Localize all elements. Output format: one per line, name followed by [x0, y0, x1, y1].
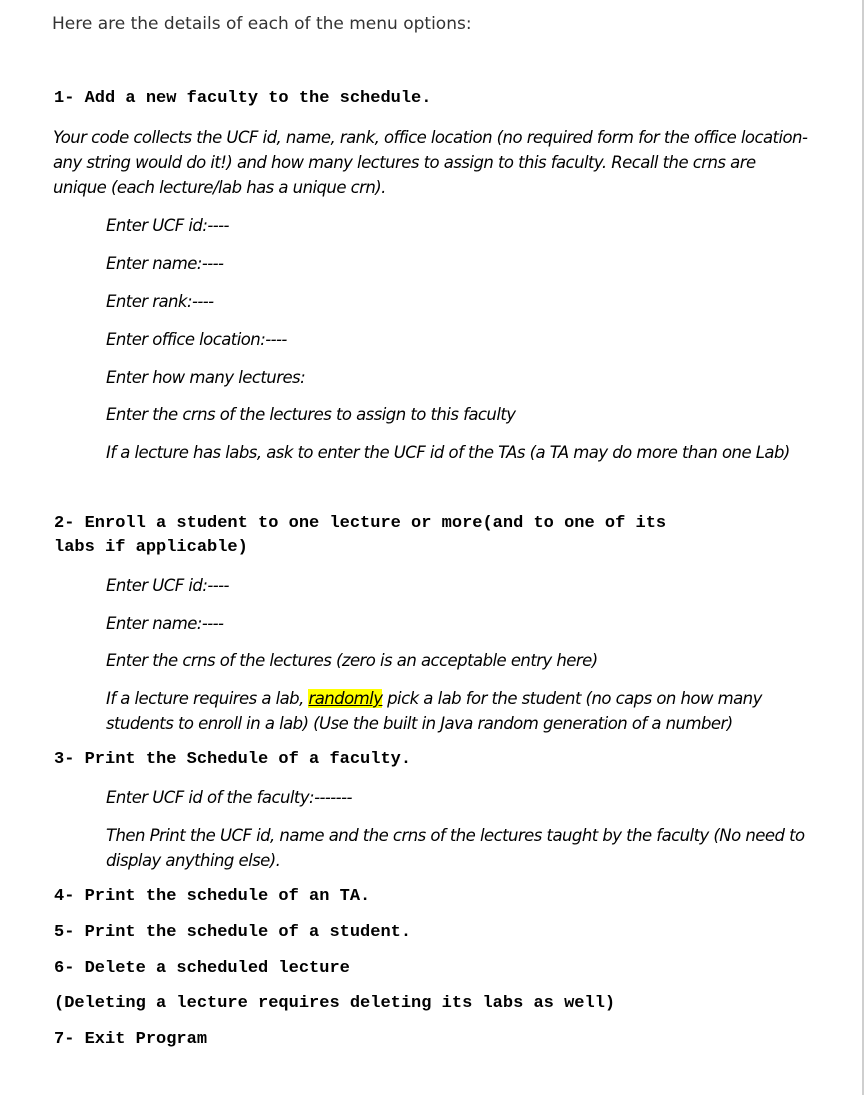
prompt-name: Enter name:----	[106, 254, 224, 273]
menu-option-1-heading: 1- Add a new faculty to the schedule.	[54, 89, 432, 108]
prompt-office-location: Enter office location:----	[106, 330, 287, 349]
menu-option-6-heading: 6- Delete a scheduled lecture	[54, 959, 350, 978]
intro-text: Here are the details of each of the menu options:	[52, 14, 472, 34]
prompt-lecture-count: Enter how many lectures:	[106, 368, 306, 387]
lab-assignment-note	[106, 686, 826, 736]
lab-note-after: pick a lab for the student (no caps on how many students to enroll in a lab) (Use the built in Java random generation of a number)	[106, 689, 762, 733]
prompt-ta-ids: If a lecture has labs, ask to enter the UCF id of the TAs (a TA may do more than one Lab)	[106, 443, 790, 462]
menu-option-4-heading: 4- Print the schedule of an TA.	[54, 887, 371, 906]
menu-option-7-heading: 7- Exit Program	[54, 1030, 208, 1049]
student-prompt-ucf-id: Enter UCF id:----	[106, 576, 229, 595]
faculty-prompt-ucf-id: Enter UCF id of the faculty:-------	[106, 788, 352, 807]
faculty-print-note: Then Print the UCF id, name and the crns of the lectures taught by the faculty (No need to display anything else).	[106, 826, 805, 870]
menu-option-2-heading-line1: 2- Enroll a student to one lecture or more(and to one of its	[54, 514, 667, 533]
student-prompt-name: Enter name:----	[106, 614, 224, 633]
menu-option-3-heading: 3- Print the Schedule of a faculty.	[54, 750, 412, 769]
menu-option-5-heading: 5- Print the schedule of a student.	[54, 923, 412, 942]
prompt-rank: Enter rank:----	[106, 292, 214, 311]
highlighted-word: randomly	[308, 689, 383, 708]
student-prompt-crns: Enter the crns of the lectures (zero is an acceptable entry here)	[106, 651, 598, 670]
menu-option-6-note: (Deleting a lecture requires deleting its labs as well)	[54, 994, 616, 1013]
menu-option-2-heading-line2: labs if applicable)	[54, 538, 248, 557]
prompt-ucf-id: Enter UCF id:----	[106, 216, 229, 235]
prompt-crns: Enter the crns of the lectures to assign to this faculty	[106, 405, 516, 424]
lab-note-before: If a lecture requires a lab,	[106, 689, 309, 708]
menu-option-1-description: Your code collects the UCF id, name, rank, office location (no required form for the office location-any string would do it!) and how many lectures to assign to this faculty. Recall the crns are unique (each lecture/lab has a unique crn).	[53, 128, 808, 197]
